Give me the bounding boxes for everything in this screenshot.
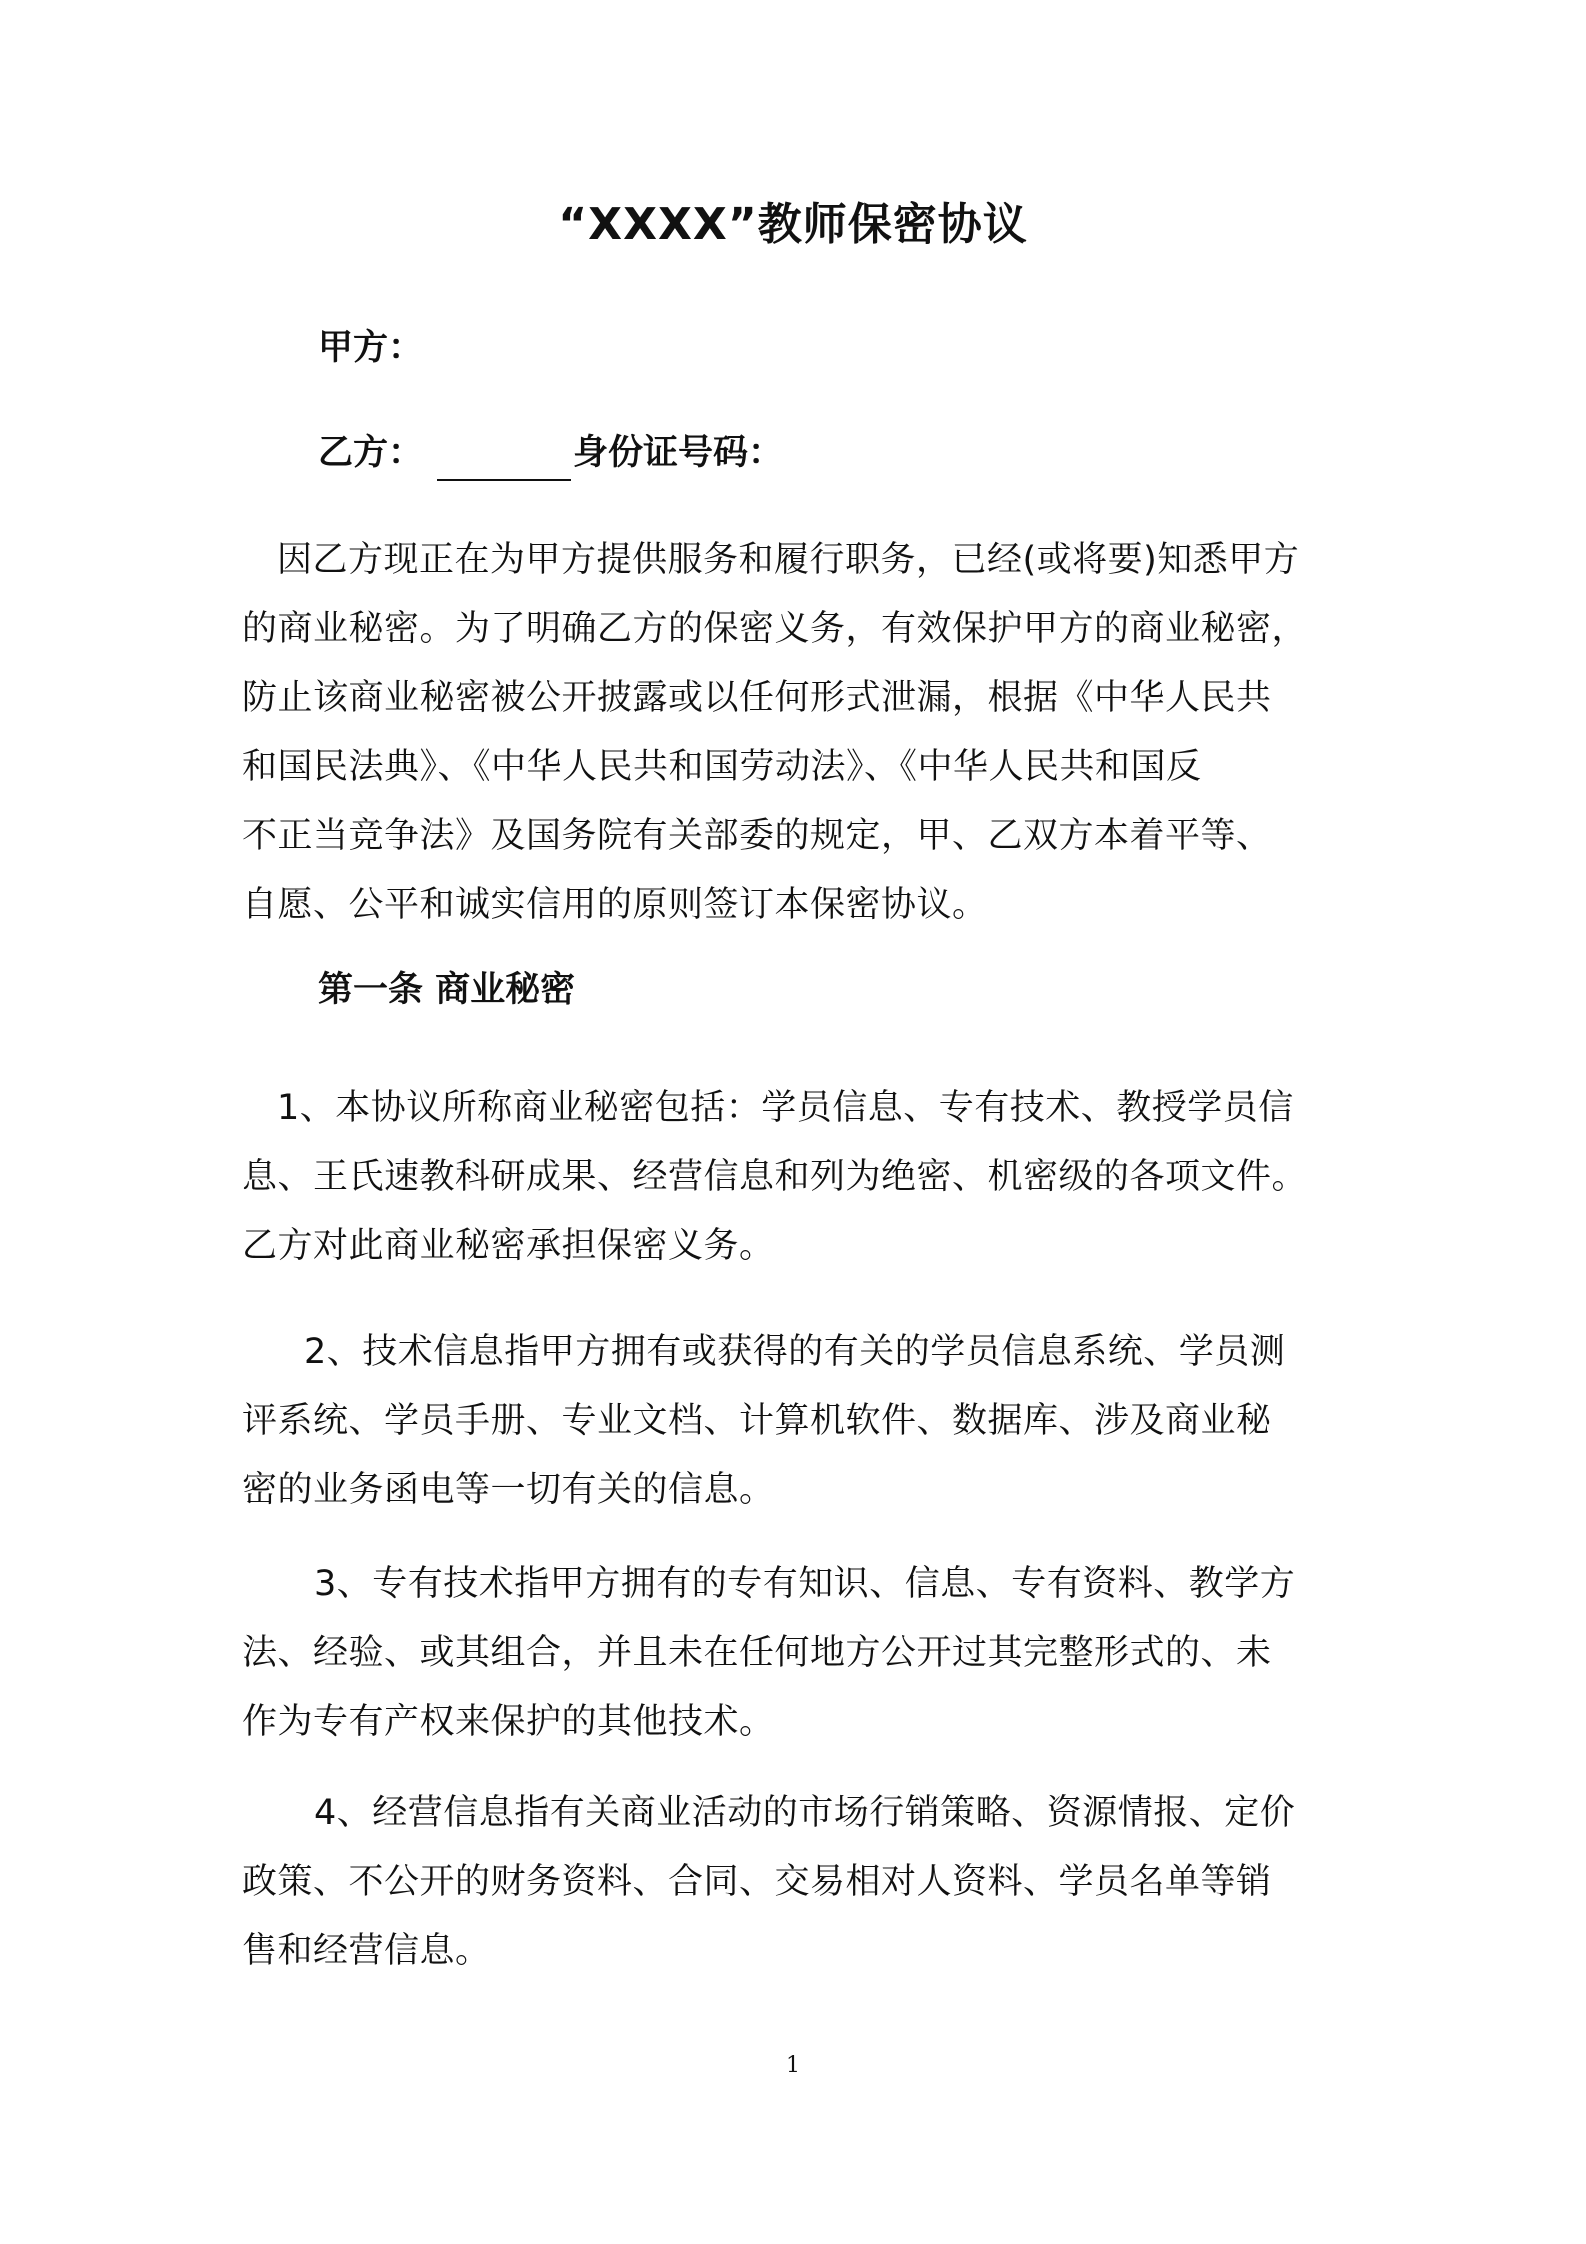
clause-item-3 bbox=[242, 1550, 1362, 1757]
page-number: 1 bbox=[786, 2053, 800, 2078]
clause-line: 息、王氏速教科研成果、经营信息和列为绝密、机密级的各项文件。 bbox=[242, 1157, 1308, 1197]
clause-line: 售和经营信息。 bbox=[242, 1931, 491, 1971]
clause-item-4 bbox=[242, 1779, 1362, 1986]
clause-line: 乙方对此商业秘密承担保密义务。 bbox=[242, 1226, 775, 1266]
clause-line: 3、专有技术指甲方拥有的专有知识、信息、专有资料、教学方 bbox=[314, 1564, 1296, 1604]
clause-line: 法、经验、或其组合，并且未在任何地方公开过其完整形式的、未 bbox=[242, 1633, 1272, 1673]
clause-item-2 bbox=[242, 1318, 1362, 1525]
party-a-field bbox=[318, 320, 423, 376]
intro-line: 因乙方现正在为甲方提供服务和履行职务，已经(或将要)知悉甲方 bbox=[277, 540, 1300, 580]
clause-line: 1、本协议所称商业秘密包括：学员信息、专有技术、教授学员信 bbox=[277, 1088, 1294, 1128]
clause-line: 2、技术信息指甲方拥有或获得的有关的学员信息系统、学员测 bbox=[304, 1332, 1286, 1372]
intro-line: 防止该商业秘密被公开披露或以任何形式泄漏，根据《中华人民共 bbox=[242, 678, 1272, 718]
party-b-field bbox=[318, 425, 783, 481]
clause-line: 政策、不公开的财务资料、合同、交易相对人资料、学员名单等销 bbox=[242, 1862, 1272, 1902]
clause-line: 作为专有产权来保护的其他技术。 bbox=[242, 1702, 775, 1742]
document-title: “XXXX”教师保密协议 bbox=[558, 199, 1028, 250]
clause-line: 密的业务函电等一切有关的信息。 bbox=[242, 1470, 775, 1510]
party-a-label: 甲方： bbox=[318, 328, 424, 368]
intro-line: 和国民法典》、《中华人民共和国劳动法》、《中华人民共和国反 bbox=[242, 747, 1202, 787]
intro-line: 自愿、公平和诚实信用的原则签订本保密协议。 bbox=[242, 885, 988, 925]
intro-line: 不正当竞争法》及国务院有关部委的规定，甲、乙双方本着平等、 bbox=[242, 816, 1272, 856]
party-b-name-blank bbox=[437, 439, 571, 481]
party-b-label: 乙方： bbox=[318, 433, 424, 473]
id-number-label: 身份证号码： bbox=[573, 433, 784, 473]
section-1-heading: 第一条 商业秘密 bbox=[318, 970, 576, 1010]
clause-line: 4、经营信息指有关商业活动的市场行销策略、资源情报、定价 bbox=[314, 1793, 1296, 1833]
clause-line: 评系统、学员手册、专业文档、计算机软件、数据库、涉及商业秘 bbox=[242, 1401, 1272, 1441]
intro-paragraph bbox=[242, 526, 1362, 940]
clause-item-1 bbox=[242, 1074, 1362, 1281]
intro-line: 的商业秘密。为了明确乙方的保密义务，有效保护甲方的商业秘密， bbox=[242, 609, 1308, 649]
